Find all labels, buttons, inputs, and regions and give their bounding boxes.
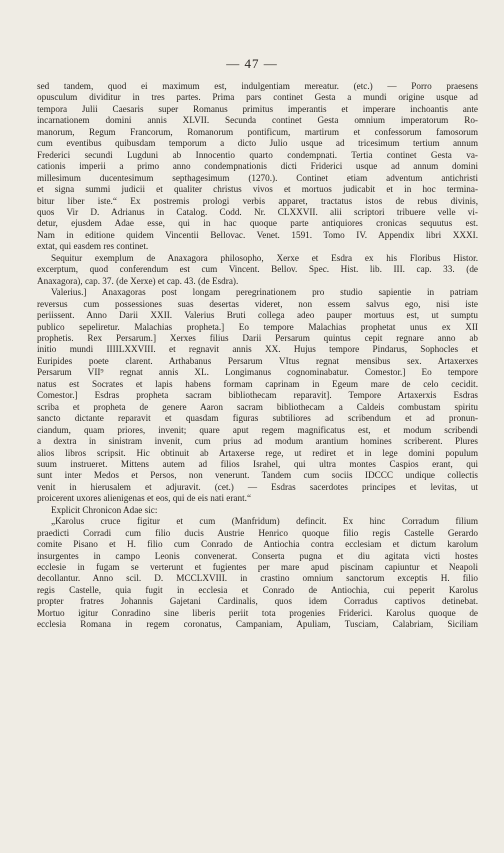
text-line: tempora Julii Caesaris super Romanus primitus imperantis et imperare inchoantis ante [37, 103, 478, 114]
text-line: praedicti Corradi cum filio ducis Austrie Henrico quoque filio regis Castelle Gerardo [37, 527, 478, 538]
text-line: excerptum, quod conferendum est cum Vincent. Bellov. Spec. Hist. lib. III. cap. 33. (de [37, 264, 478, 275]
text-line: propter fratres Johannis Gajetani Cardinalis, quos idem Corradus captivos detinebat. [37, 596, 478, 607]
text-line: scriba et propheta de genere Aaron sacram bibliothecam a Caldeis combustam spiritu [37, 401, 478, 412]
body-text [37, 81, 478, 631]
text-line: insurgentes in campo Leonis convenerat. Conserta pugna et diu agitata victi hostes [37, 550, 478, 561]
text-line: a dextra in sinistram invenit, cum prius ad modum arantium homines scriberent. Plures [37, 436, 478, 447]
text-line: natus est Socrates et lapis habens formam caprinam in Egeum mare de celo cecidit. [37, 378, 478, 389]
text-line: manorum, Regum Francorum, Romanorum pontificum, martirum et confessorum famosorum [37, 126, 478, 137]
text-line: sed tandem, quod ei maximum est, indulgentiam mereatur. (etc.) — Porro praesens [37, 81, 478, 91]
text-line: Persarum VII⁹ regnat annis XL. Longimanus cognominabatur. Comestor.] Eo tempore [37, 367, 478, 378]
text-line: sunt inter Medos et Persos, non venerunt. Tandem cum sociis IDCCC undique collectis [37, 470, 478, 481]
text-line: decollantur. Anno scil. D. MCCLXVIII. in crastino omnium sanctorum exceptis H. filio [37, 573, 478, 584]
text-line: Frederici secundi Lugduni ab Innocentio quarto condempnati. Tertia continet Gesta va- [37, 149, 478, 160]
text-line: opusculum dividitur in tres partes. Prima pars continet Gesta a mundi origine usque ad [37, 92, 478, 103]
text-line: quos Vir D. Adrianus in Catalog. Codd. Nr. CLXXVII. alii scriptori tribuere velle vi- [37, 206, 478, 217]
text-line: prophetis. Rex Persarum.] Xerxes filius Darii Persarum quintus cepit regnare anno ab [37, 332, 478, 343]
text-line: ciandum, quam priores, invenit; quare aput regem magnificatus est, et modum scribendi [37, 424, 478, 435]
text-line: detur, ejusdem Adae esse, qui in hac quoque parte antiquiores cronicas sequutus est. [37, 218, 478, 229]
text-line: ecclesia Romana in regem coronatus, Campaniam, Apuliam, Tusciam, Calabriam, Siciliam [37, 619, 478, 630]
text-line: extat, qui easdem res continet. [37, 241, 149, 252]
text-line: millesimum ducentesimum septhagesimum (1270.). Continet etiam adventum antichristi [37, 172, 478, 183]
text-line: Euripides poete clarent. Arthabanus Persarum VItus regnat mensibus sex. Artaxerxes [37, 355, 478, 366]
text-line: venit in hierusalem et adjuravit. (cet.) — Esdras sacerdotes principes et levitas, ut [37, 481, 478, 492]
text-line: Mortuo igitur Conradino sine liberis periit tota progenies Friderici. Karolus quoque de [37, 607, 478, 618]
text-line: ecclesie in fugam se verterunt et fugientes per mare apud piscinam capiuntur et Neapoli [37, 562, 478, 573]
text-line: bitur liber iste.“ Ex postremis prologi verbis apparet, tractatus istos de rebus divinis, [37, 195, 478, 206]
text-line: Anaxagora), cap. 37. (de Xerxe) et cap. 43. (de Esdra). [37, 275, 239, 286]
page-number: — 47 — [226, 56, 278, 71]
text-line: Nam in editione quidem Vincentii Bellovac. Venet. 1591. Tomo IV. Appendix libri XXXI. [37, 229, 478, 240]
text-line: comite Pisano et H. filio cum Conrado de Antiochia contra ecclesiam et dictum karolum [37, 539, 478, 550]
text-line: suum instrueret. Mittens autem ad filios Israhel, qui ultra montes Caspios erant, qui [37, 458, 478, 469]
text-line: proicerent uxores alienigenas et eos, qui de eis nati erant.“ [37, 493, 252, 504]
text-line: cationis imperii a primo anno condempnationis dicti Friderici usque ad annum domini [37, 161, 478, 172]
text-line: periissent. Anno Darii XXII. Valerius Bruti collega adeo pauper mortuus est, ut sumptu [37, 310, 478, 321]
text-line: et signa summi judicii et qualiter christus vivos et mortuos judicabit et in hoc termina- [37, 184, 478, 195]
text-line: regis Castelle, quia fugit in ecclesia et Conrado de Antiochia, cui peperit Karolus [37, 584, 478, 595]
text-line: sancto dictante reparavit et quasdam figuras subtiliores ad scribendum et ad pronun- [37, 413, 478, 424]
text-line: „Karolus cruce figitur et cum (Manfridum) defincit. Ex hinc Corradum filium [51, 516, 478, 527]
text-line: reversus cum possessiones suas desertas videret, non essem salvus ego, nisi iste [37, 298, 478, 309]
text-line: alios libros scripsit. Hic obtinuit ab Artaxerse rege, ut rediret et in lege domini populum [37, 447, 478, 458]
text-line: Explicit Chronicon Adae sic: [51, 504, 158, 515]
text-line: Valerius.] Anaxagoras post longam peregrinationem pro studio sapientie in patriam [51, 287, 478, 298]
text-line: publico sepeliretur. Malachias propheta.] Eo tempore Malachias prophetat unus ex XII [37, 321, 478, 332]
text-line: incarnationem domini annis XLVII. Secunda continet Gesta omnium imperatorum Ro- [37, 115, 478, 126]
text-line: Comestor.] Esdras propheta sacram bibliothecam reparavit]. Tempore Artaxerxis Esdras [37, 390, 478, 401]
text-line: initio mundi IIIILXXVIII. et regnavit annis XX. Hujus tempore Pindarus, Sophocles et [37, 344, 478, 355]
text-line: cum eventibus quibusdam temporum a dicto Julio usque ad tricesimum tertium annum [37, 138, 478, 149]
text-line: Sequitur exemplum de Anaxagora philosopho, Xerxe et Esdra ex his Floribus Histor. [51, 252, 478, 263]
